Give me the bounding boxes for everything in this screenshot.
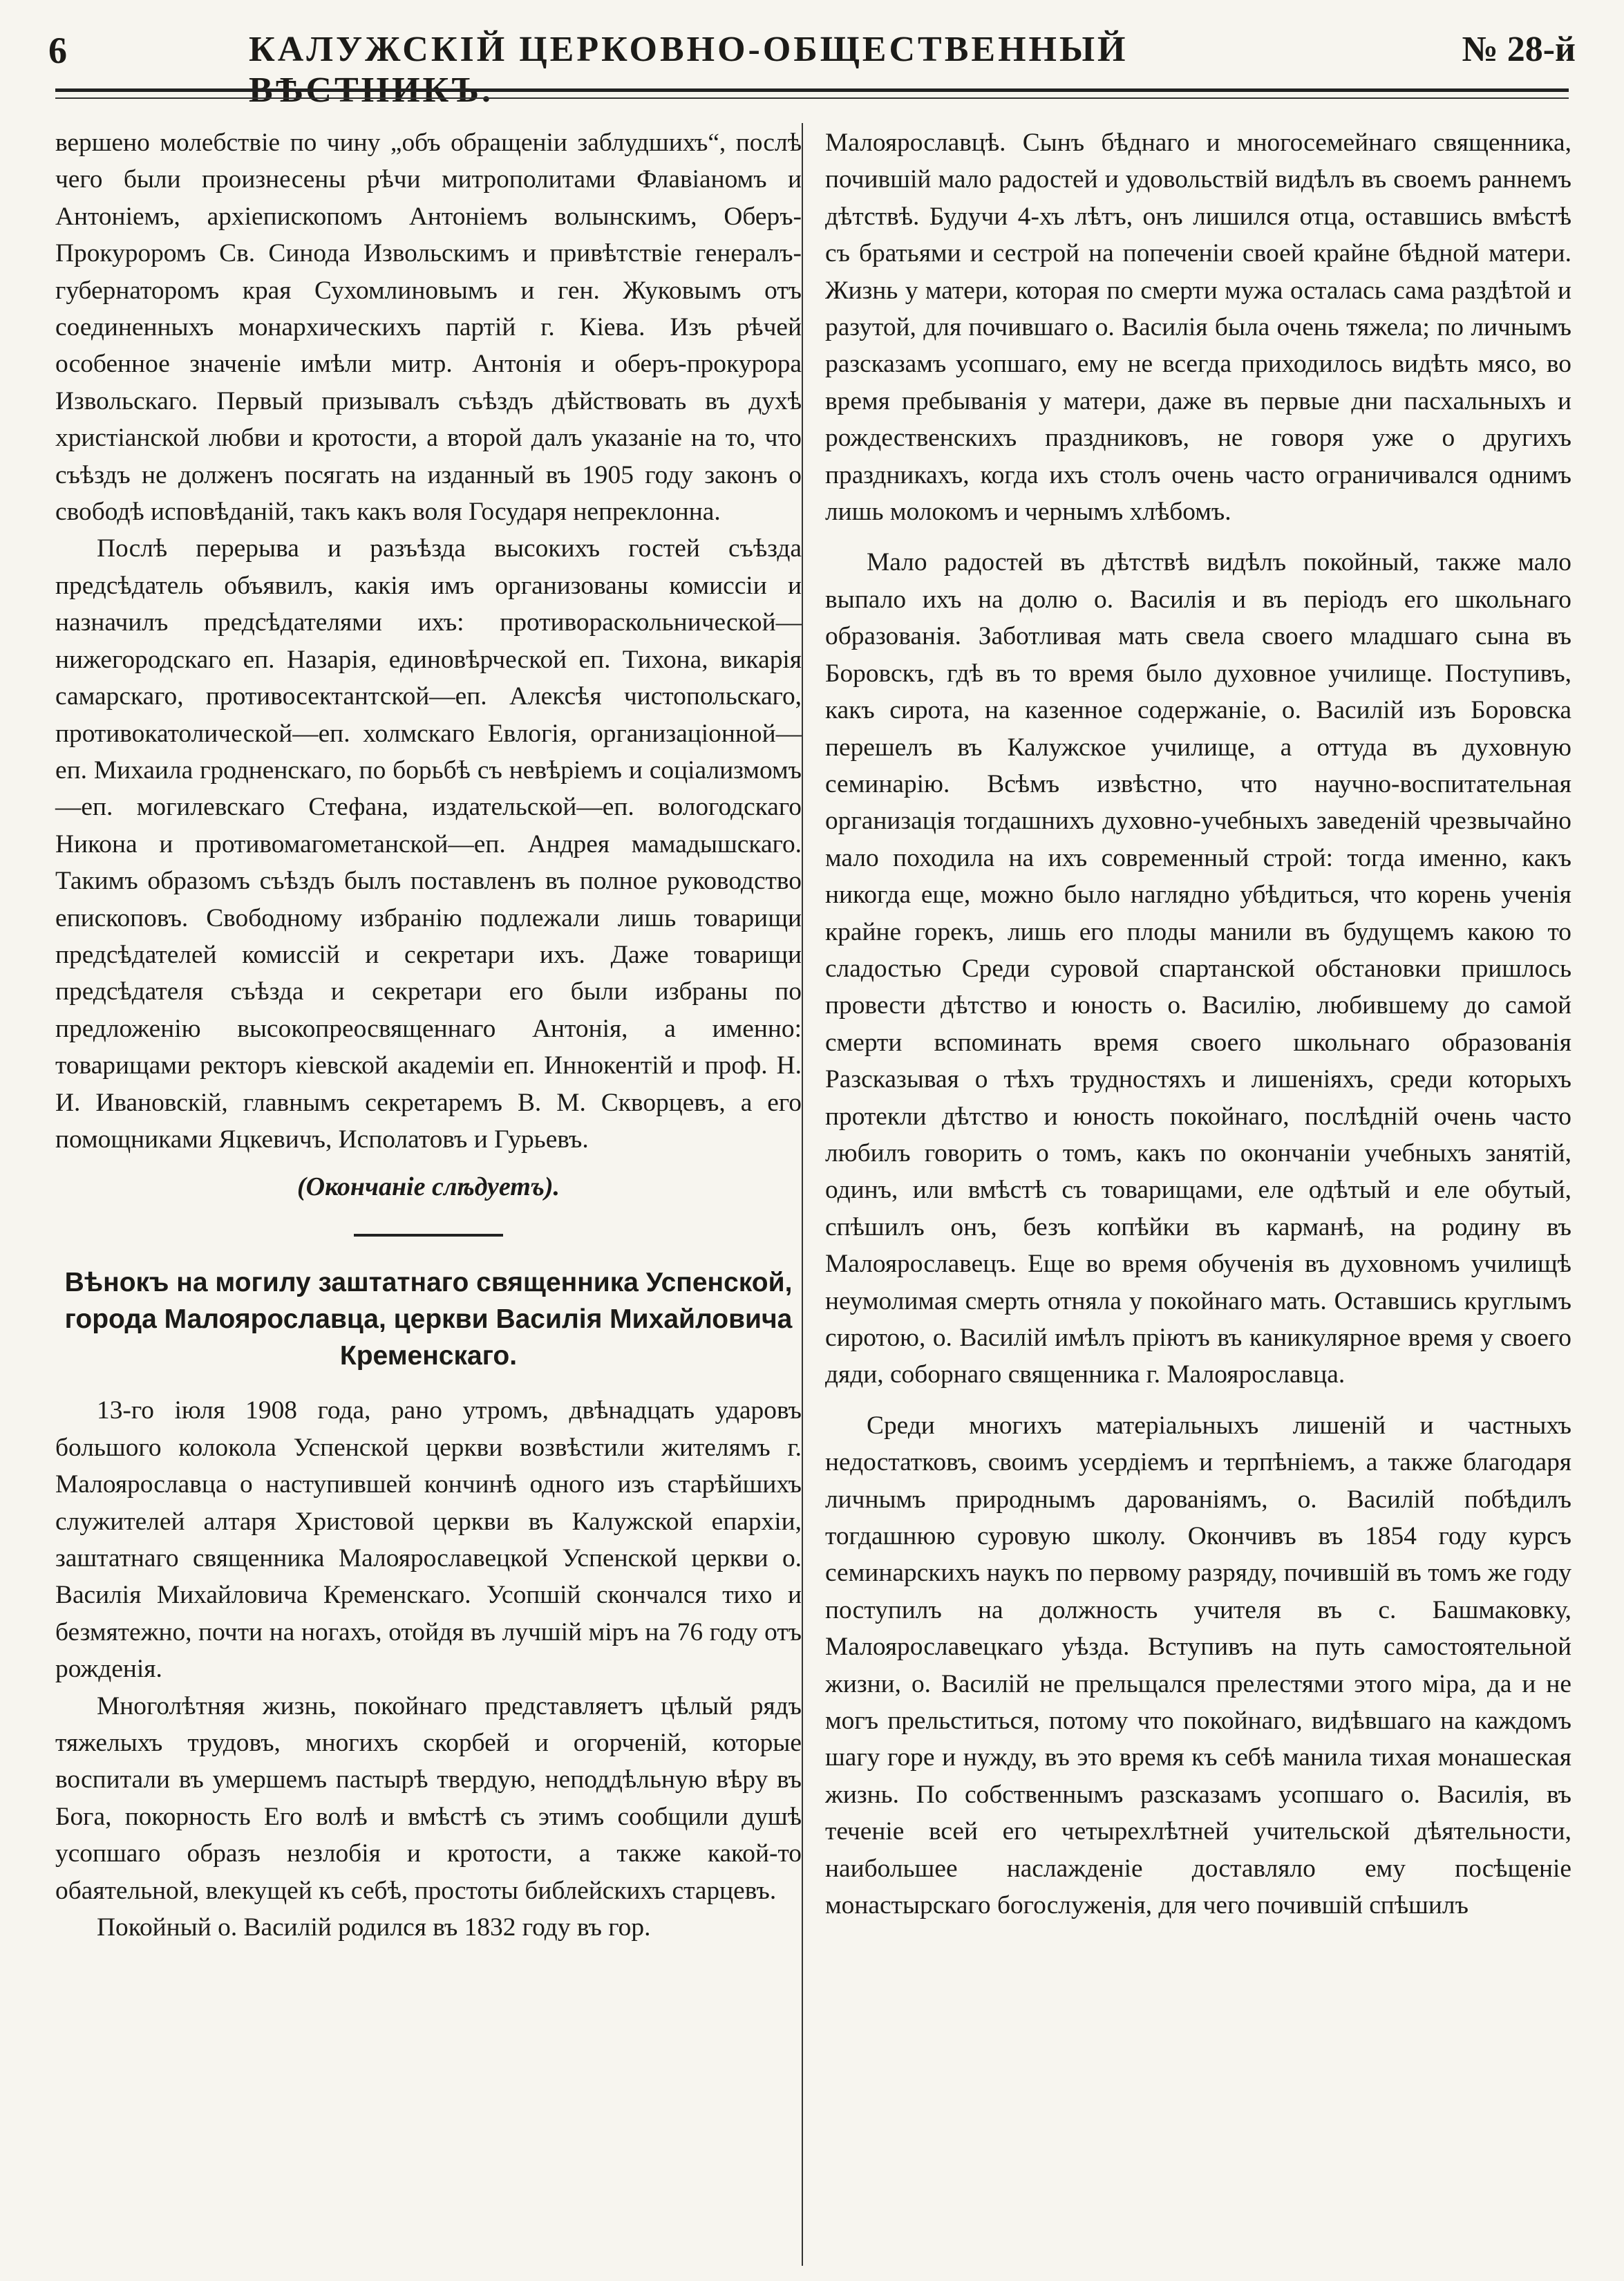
paragraph: Мало радостей въ дѣтствѣ видѣлъ покойный, также мало выпало ихъ на долю о. Василія и въ періодъ его школьнаго образованія. Заботливая мать свела своего младшаго сына въ Боровскъ, гдѣ въ то время было духовное училище. Поступивъ, какъ сирота, на казенное содержаніе, о. Василій изъ Боровска перешелъ въ Калужское училище, а оттуда въ духовную семинарію. Всѣмъ извѣстно, что научно-воспитательная организація тогдашнихъ духовно-учебныхъ заведеній чрезвычайно мало походила на ихъ современный строй: тогда именно, какъ никогда еще, можно было наглядно убѣдиться, что корень ученія крайне горекъ, лишь его плоды манили въ будущемъ какою то сладостью Среди суровой спартанской обстановки пришлось провести дѣтство и юность о. Василію, любившему до самой смерти вспоминать время своего школьнаго образованія Разсказывая о тѣхъ трудностяхъ и лишеніяхъ, среди которыхъ протекли дѣтство и юность покойнаго, послѣдній очень часто любилъ говорить о томъ, какъ по окончаніи учебныхъ занятій, одинъ, или вмѣстѣ съ товарищами, еле одѣтый и еле обутый, спѣшилъ онъ, безъ копѣйки въ карманѣ, на родину въ Малоярославецъ. Еще во время обученія въ духовномъ училищѣ неумолимая смерть отняла у покойнаго мать. Оставшись круглымъ сиротою, о. Василій имѣлъ пріютъ въ каникулярное время у своего дяди, соборнаго священника г. Малоярославца. [825,548,1571,1389]
journal-title: КАЛУЖСКІЙ ЦЕРКОВНО-ОБЩЕСТВЕННЫЙ ВѢСТНИКЪ. [249,30,1129,110]
paragraph: Малоярославцѣ. Сынъ бѣднаго и многосемейнаго священника, почившій мало радостей и удовольствій видѣлъ въ своемъ раннемъ дѣтствѣ. Будучи 4-хъ лѣтъ, онъ лишился отца, оставшись вмѣстѣ съ братьями и сестрой на попеченіи своей крайне бѣдной матери. Жизнь у матери, которая по смерти мужа осталась сама раздѣтой и разутой, для почившаго о. Василія была очень тяжела; по личнымъ разсказамъ усопшаго, ему не всегда приходилось видѣть мясо, во время пребыванія у матери, даже въ первые дни пасхальныхъ и рождественскихъ праздниковъ, не говоря уже о другихъ праздникахъ, когда ихъ столъ очень часто ограничивался однимъ лишь молокомъ и чернымъ хлѣбомъ. [825,129,1571,527]
page-number: 6 [48,30,67,71]
paragraph: Многолѣтняя жизнь, покойнаго представляетъ цѣлый рядъ тяжелыхъ трудовъ, многихъ скорбей и огорченій, которые воспитали въ умершемъ пастырѣ твердую, неподдѣльную вѣру въ Бога, покорность Его волѣ и вмѣстѣ съ этимъ сообщили душѣ усопшаго образъ незлобія и кротости, а также какой-то обаятельной, влекущей къ себѣ, простоты библейскихъ старцевъ. [55,1691,802,1905]
section-divider [354,1234,503,1237]
column-divider [802,123,803,2266]
article-title: Вѣнокъ на могилу заштатнаго священника Успенской, города Малоярославца, церкви Василія Михайловича Кременскаго. [64,1268,793,1371]
paragraph: 13-го іюля 1908 года, рано утромъ, двѣнадцать ударовъ большого колокола Успенской церкви возвѣстили жителямъ г. Малоярославца о наступившей кончинѣ одного изъ старѣйшихъ служителей алтаря Христовой церкви въ Калужской епархіи, заштатнаго священника Малоярославецкой Успенской церкви о. Василія Михайловича Кременскаго. Усопшій скончался тихо и безмятежно, почти на ногахъ, отойдя въ лучшій міръ на 76 году отъ рожденія. [55,1396,802,1684]
header-rule-thin [55,97,1569,99]
page-header [41,26,1576,110]
paragraph: Среди многихъ матеріальныхъ лишеній и частныхъ недостатковъ, своимъ усердіемъ и терпѣніемъ, а также благодаря личнымъ природнымъ дарованіямъ, о. Василій побѣдилъ тогдашнюю суровую школу. Окончивъ въ 1854 году курсъ семинарскихъ наукъ по первому разряду, почившій въ томъ же году поступилъ на должность учителя въ с. Башмаковку, Малоярославецкаго уѣзда. Вступивъ на путь самостоятельной жизни, о. Василій не прельщался прелестями этого міра, да и не могъ прельститься, потому что покойнаго, видѣвшаго на каждомъ шагу горе и нужду, въ это время къ себѣ манила тихая монашеская жизнь. По собственнымъ разсказамъ усопшаго о. Василія, въ теченіе всей его четырехлѣтней учительской дѣятельности, наибольшее наслажденіе доставляло ему посѣщеніе монастырскаго богослуженія, для чего почившій спѣшилъ [825,1411,1571,1920]
paragraph: Покойный о. Василій родился въ 1832 году въ гор. [97,1913,651,1942]
paragraph: Послѣ перерыва и разъѣзда высокихъ гостей съѣзда предсѣдатель объявилъ, какія имъ организованы комиссіи и назначилъ предсѣдателями ихъ: противораскольнической—нижегородскаго еп. Назарія, единовѣрческой еп. Тихона, викарія самарскаго, противосектантской—еп. Алексѣя чистопольскаго, противокатолической—еп. холмскаго Евлогія, организаціонной—еп. Михаила гродненскаго, по борьбѣ съ невѣріемъ и соціализмомъ—еп. могилевскаго Стефана, издательской—еп. вологодскаго Никона и противомагометанской—еп. Андрея мамадышскаго. Такимъ образомъ съѣздъ былъ поставленъ въ полное руководство епископовъ. Свободному избранію подлежали лишь товарищи предсѣдателей комиссій и секретари ихъ. Даже товарищи предсѣдателя съѣзда и секретари его были избраны по предложенію высокопреосвященнаго Антонія, а именно: товарищами ректоръ кіевской академіи еп. Иннокентій и проф. Н. И. Ивановскій, главнымъ секретаремъ В. М. Скворцевъ, а его помощниками Яцкевичъ, Исполатовъ и Гурьевъ. [55,534,802,1154]
left-column [55,124,802,1946]
issue-number: № 28-й [1462,30,1576,69]
header-rule-thick [55,88,1569,92]
continuation-note: (Окончаніе слѣдуетъ). [297,1172,560,1202]
paragraph: вершено молебствіе по чину „объ обращеніи заблудшихъ“, послѣ чего были произнесены рѣчи митрополитами Флавіаномъ и Антоніемъ, архіепископомъ Антоніемъ волынскимъ, Оберъ-Прокуроромъ Св. Синода Извольскимъ и привѣтствіе генералъ-губернаторомъ края Сухомлиновымъ и ген. Жуковымъ отъ соединенныхъ монархическихъ партій г. Кіева. Изъ рѣчей особенное значеніе имѣли митр. Антонія и оберъ-прокурора Извольскаго. Первый призывалъ съѣздъ дѣйствовать въ духѣ христіанской любви и кротости, а второй далъ указаніе на то, что съѣздъ не долженъ посягать на изданный въ 1905 году законъ о свободѣ исповѣданій, такъ какъ воля Государя непреклонна. [55,129,802,527]
right-column [825,124,1571,1924]
